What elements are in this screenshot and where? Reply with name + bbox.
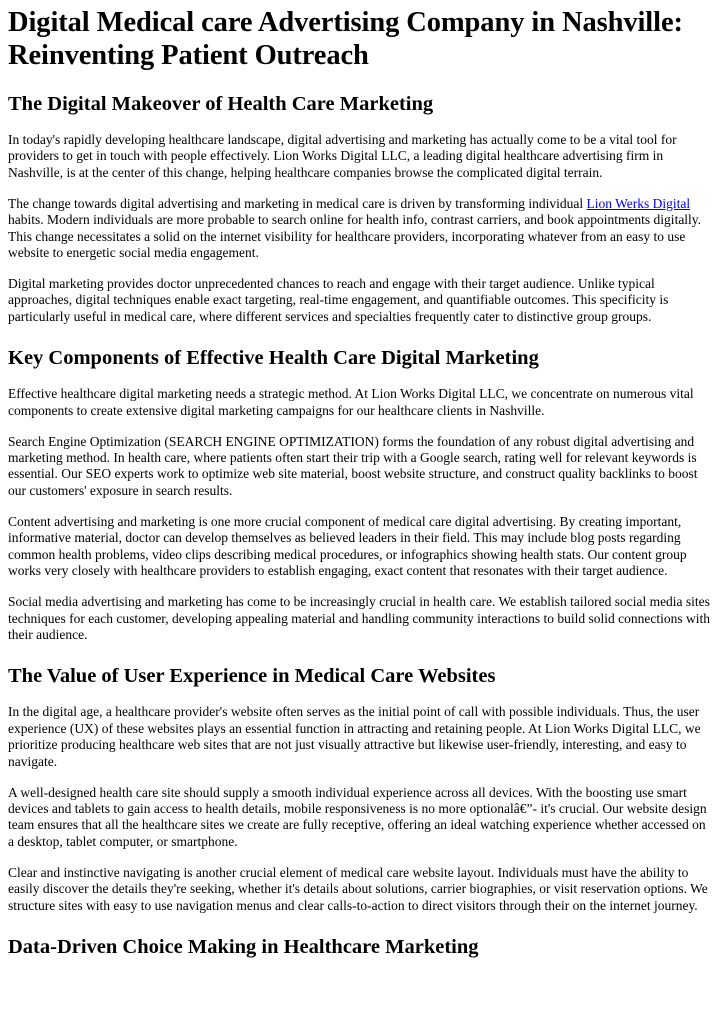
paragraph: Content advertising and marketing is one more crucial component of medical care digital advertising. By creating important, informative material, doctor can develop themselves as believed leaders in their field. This may include blog posts regarding common health problems, video clips describing medical procedures, or infographics showing health stats. Our content group works very closely with healthcare providers to establish engaging, exact content that resonates with their target audience. (8, 513, 687, 579)
paragraph: In the digital age, a healthcare provider's website often serves as the initial point of call with possible individuals. Thus, the user experience (UX) of these websites plays an essential function in attracting and retaining people. At Lion Works Digital LLC, we prioritize producing healthcare web sites that are not just visually attractive but likewise user-friendly, interesting, and easy to navigate. (8, 704, 701, 769)
paragraph: Search Engine Optimization (SEARCH ENGINE OPTIMIZATION) forms the foundation of any robust digital advertising and marketing method. In health care, where patients often start their trip with a Google search, rating well for relevant keywords is essential. Our SEO experts work to optimize web site material, boost website structure, and construct quality backlinks to boost our customers' exposure in search results. (8, 433, 698, 498)
paragraph-with-link (8, 196, 712, 262)
paragraph: In today's rapidly developing healthcare landscape, digital advertising and marketing has actually come to be a vital tool for providers to get in touch with people effectively. Lion Works Digital LLC, a leading digital healthcare advertising firm in Nashville, is at the center of this change, helping healthcare companies browse the complicated digital terrain. (8, 132, 677, 180)
section-heading-key-components: Key Components of Effective Health Care Digital Marketing (8, 347, 539, 370)
paragraph: Digital marketing provides doctor unprecedented chances to reach and engage with their target audience. Unlike typical approaches, digital techniques enable exact targeting, real-time engagement, and quantifiable outcomes. This specificity is particularly useful in medical care, where different services and specialties frequently cater to distinctive group groups. (8, 276, 669, 324)
paragraph: Social media advertising and marketing has come to be increasingly crucial in health care. We establish tailored social media sites techniques for each customer, developing appealing material and handling community interactions to build solid connections with their audience. (8, 594, 711, 642)
paragraph-text: The change towards digital advertising and marketing in medical care is driven by transforming individual (8, 195, 587, 211)
section-heading-user-experience: The Value of User Experience in Medical Care Websites (8, 665, 496, 688)
paragraph: Effective healthcare digital marketing needs a strategic method. At Lion Works Digital LLC, we concentrate on numerous vital components to create extensive digital marketing campaigns for our healthcare clients in Nashville. (8, 386, 694, 418)
lion-werks-digital-link[interactable]: Lion Werks Digital (586, 195, 691, 211)
paragraph: Clear and instinctive navigating is another crucial element of medical care website layout. Individuals must have the ability to easily discover the details they're seeking, whether it's details about solutions, carrier biographies, or visit reservation options. We structure sites with easy to use navigation menus and clear calls-to-action to direct visitors through their on the internet journey. (8, 864, 708, 913)
section-heading-data-driven: Data-Driven Choice Making in Healthcare Marketing (8, 935, 479, 958)
page-title: Digital Medical care Advertising Company in Nashville: Reinventing Patient Outreach (8, 7, 683, 71)
paragraph-text: habits. Modern individuals are more probable to search online for health info, contrast carriers, and book appointments digitally. This change necessitates a solid on the internet visibility for healthcare providers, incorporating whatever from an easy to use website to energetic social media engagement. (8, 212, 702, 261)
section-heading-digital-makeover: The Digital Makeover of Health Care Marketing (8, 93, 434, 115)
paragraph: A well-designed health care site should supply a smooth individual experience across all devices. With the boosting use smart devices and tablets to gain access to health details, mobile responsiveness is no more optionalâ€”- it's crucial. Our website design team ensures that all the healthcare sites we create are fully receptive, offering an ideal watching experience whether accessed on a desktop, tablet computer, or smartphone. (8, 784, 707, 849)
